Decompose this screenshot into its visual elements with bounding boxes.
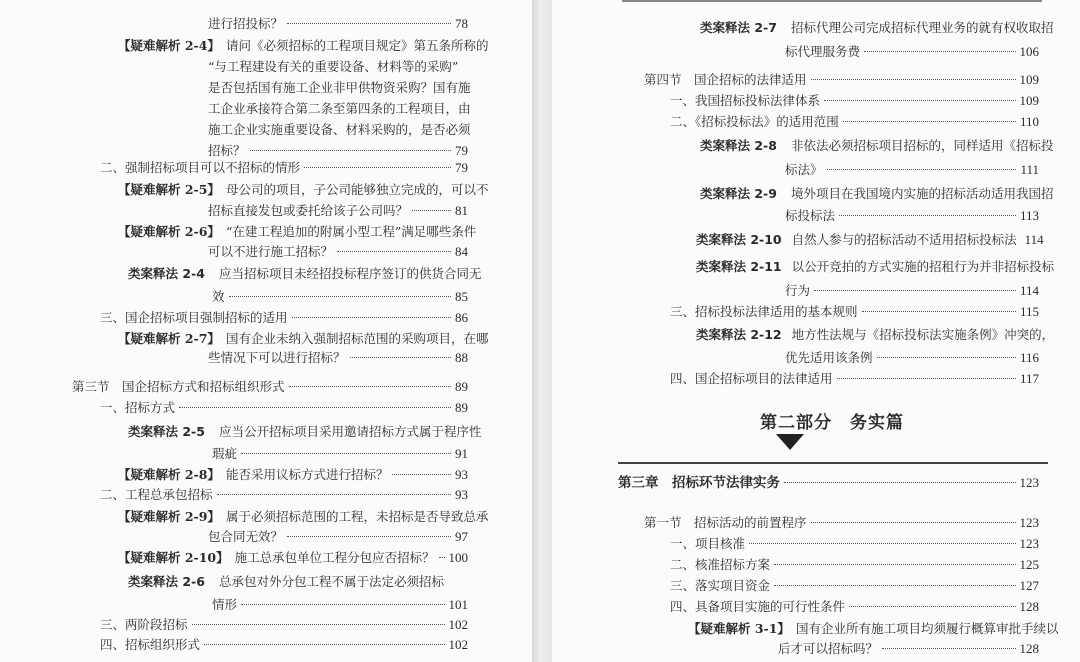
toc-entry: 招标？ 79 (208, 143, 468, 158)
dot-leader (439, 557, 445, 558)
dot-leader (839, 215, 1016, 216)
top-rule (622, 0, 1042, 2)
dot-leader (292, 317, 451, 318)
case-tag: 类案释法 2-12 (696, 327, 782, 342)
toc-entry: 【疑难解析 2-9】 属于必须招标范围的工程，未招标是否导致总承 (118, 509, 489, 524)
dot-leader (337, 251, 451, 252)
toc-entry: 二、核准招标方案 125 (670, 557, 1039, 572)
toc-entry: 情形 101 (212, 597, 468, 612)
dot-leader (250, 150, 451, 151)
toc-entry: 类案释法 2-11 以公开竞拍的方式实施的招租行为并非招标投标 (696, 259, 1055, 274)
toc-entry: 标代理服务费 106 (785, 44, 1039, 59)
toc-entry: 四、招标组织形式 102 (100, 637, 468, 652)
toc-entry: 包合同无效？ 97 (208, 529, 468, 544)
toc-entry: 【疑难解析 2-7】 国有企业未纳入强制招标范围的采购项目，在哪 (118, 331, 489, 346)
toc-entry: 【疑难解析 2-8】 能否采用议标方式进行招标？ 93 (118, 467, 468, 482)
toc-entry: 类案释法 2-8 非依法必须招标项目招标的，同样适用《招标投 (700, 138, 1054, 153)
case-tag: 类案释法 2-6 (128, 574, 205, 589)
dot-leader (774, 564, 1015, 565)
toc-entry: 些情况下可以进行招标？ 88 (208, 350, 468, 365)
dot-leader (229, 296, 451, 297)
difficulty-tag: 【疑难解析 2-10】 (118, 550, 229, 565)
toc-entry: 【疑难解析 2-5】 母公司的项目，子公司能够独立完成的，可以不 (118, 182, 489, 197)
dot-leader (827, 169, 1017, 170)
dot-leader (241, 604, 444, 605)
dot-leader (824, 100, 1015, 101)
dot-leader (412, 210, 451, 211)
toc-entry: 类案释法 2-10 自然人参与的招标活动不适用招标投标法 114 (696, 232, 1044, 247)
difficulty-tag: 【疑难解析 2-4】 (118, 38, 220, 53)
case-tag: 类案释法 2-4 (128, 266, 205, 281)
dot-leader (811, 522, 1016, 523)
toc-entry: 类案释法 2-4 应当招标项目未经招投标程序签订的供货合同无 (128, 266, 482, 281)
toc-entry: 招标直接发包或委托给该子公司吗？ 81 (208, 203, 468, 218)
toc-chapter: 第三章 招标环节法律实务 123 (618, 475, 1039, 491)
toc-entry: 二、《招标投标法》的适用范围 110 (670, 114, 1039, 129)
toc-entry: 【疑难解析 3-1】 国有企业所有施工项目均须履行概算审批手续以 (688, 621, 1059, 636)
toc-entry: 二、强制招标项目可以不招标的情形 79 (100, 160, 468, 175)
toc-entry: 一、项目核准 123 (670, 536, 1039, 551)
dot-leader (350, 357, 451, 358)
dot-leader (843, 121, 1016, 122)
toc-entry: 行为 114 (785, 283, 1039, 298)
dot-leader (811, 79, 1016, 80)
toc-entry: 【疑难解析 2-4】 请问《必须招标的工程项目规定》第五条所称的 (118, 38, 489, 53)
dot-leader (287, 536, 451, 537)
dot-leader (774, 585, 1015, 586)
toc-section: 第三节 国企招标方式和招标组织形式 89 (72, 379, 468, 394)
toc-entry: 【疑难解析 2-6】 “在建工程追加的附属小型工程”满足哪些条件 (118, 224, 477, 239)
toc-entry-cont: 施工企业实施重要设备、材料采购的，是否必须 (208, 122, 471, 137)
dot-leader (392, 474, 451, 475)
dot-leader (849, 606, 1015, 607)
toc-entry: 类案释法 2-5 应当公开招标项目采用邀请招标方式属于程序性 (128, 424, 482, 439)
toc-entry: 二、工程总承包招标 93 (100, 487, 468, 502)
toc-entry: 可以不进行施工招标？ 84 (208, 244, 468, 259)
case-tag: 类案释法 2-9 (700, 186, 777, 201)
dot-leader (877, 357, 1016, 358)
case-tag: 类案释法 2-7 (700, 20, 777, 35)
toc-entry: 三、招标投标法律适用的基本规则 115 (670, 304, 1039, 319)
toc-entry: 三、国企招标项目强制招标的适用 86 (100, 310, 468, 325)
dot-leader (179, 407, 451, 408)
toc-entry: 一、我国招标投标法律体系 109 (670, 93, 1039, 108)
toc-entry-cont: 是否包括国有施工企业非甲供物资采购？国有施 (208, 80, 471, 95)
toc-entry: 【疑难解析 2-10】 施工总承包单位工程分包应否招标？ 100 (118, 550, 468, 565)
book-gutter (532, 0, 552, 662)
toc-entry: 四、具备项目实施的可行性条件 128 (670, 599, 1039, 614)
dot-leader (287, 23, 451, 24)
dot-leader (204, 644, 444, 645)
toc-entry: 一、招标方式 89 (100, 400, 468, 415)
case-tag: 类案释法 2-5 (128, 424, 205, 439)
dot-leader (217, 494, 451, 495)
toc-entry: 优先适用该条例 116 (785, 350, 1039, 365)
dot-leader (882, 648, 1015, 649)
dot-leader (241, 453, 451, 454)
dot-leader (192, 624, 445, 625)
part-title: 第二部分 务实篇 (760, 413, 904, 433)
toc-entry: 类案释法 2-9 境外项目在我国境内实施的招标活动适用我国招 (700, 186, 1054, 201)
section-rule (618, 462, 1048, 464)
case-tag: 类案释法 2-10 (696, 232, 782, 247)
toc-entry: 后才可以招标吗？ 128 (778, 641, 1039, 656)
toc-section: 第一节 招标活动的前置程序 123 (644, 515, 1039, 530)
dot-leader (749, 543, 1015, 544)
toc-entry-cont: “与工程建设有关的重要设备、材料等的采购” (208, 59, 459, 74)
dot-leader (862, 311, 1016, 312)
toc-entry: 类案释法 2-6 总承包对外分包工程不属于法定必须招标 (128, 574, 444, 589)
toc-entry: 效 85 (212, 289, 468, 304)
toc-entry: 进行招投标？ 78 (208, 16, 468, 31)
toc-entry: 标投标法 113 (785, 208, 1039, 223)
difficulty-tag: 【疑难解析 2-6】 (118, 224, 220, 239)
toc-entry: 标法》 111 (785, 162, 1039, 177)
toc-entry: 类案释法 2-12 地方性法规与《招标投标法实施条例》冲突的， (696, 327, 1055, 342)
difficulty-tag: 【疑难解析 2-8】 (118, 467, 220, 482)
dot-leader (837, 378, 1016, 379)
difficulty-tag: 【疑难解析 2-9】 (118, 509, 220, 524)
toc-entry: 类案释法 2-7 招标代理公司完成招标代理业务的就有权收取招 (700, 20, 1054, 35)
arrow-down-icon (776, 434, 804, 450)
difficulty-tag: 【疑难解析 3-1】 (688, 621, 790, 636)
difficulty-tag: 【疑难解析 2-7】 (118, 331, 220, 346)
toc-entry: 三、两阶段招标 102 (100, 617, 468, 632)
dot-leader (814, 290, 1016, 291)
dot-leader (784, 482, 1016, 483)
case-tag: 类案释法 2-11 (696, 259, 782, 274)
toc-section: 第四节 国企招标的法律适用 109 (644, 72, 1039, 87)
dot-leader (864, 51, 1015, 52)
toc-entry: 三、落实项目资金 127 (670, 578, 1039, 593)
case-tag: 类案释法 2-8 (700, 138, 777, 153)
dot-leader (304, 167, 451, 168)
toc-entry: 瑕疵 91 (212, 446, 468, 461)
toc-entry: 四、国企招标项目的法律适用 117 (670, 371, 1039, 386)
difficulty-tag: 【疑难解析 2-5】 (118, 182, 220, 197)
dot-leader (289, 386, 451, 387)
toc-entry-cont: 工企业承接符合第二条至第四条的工程项目，由 (208, 101, 471, 116)
